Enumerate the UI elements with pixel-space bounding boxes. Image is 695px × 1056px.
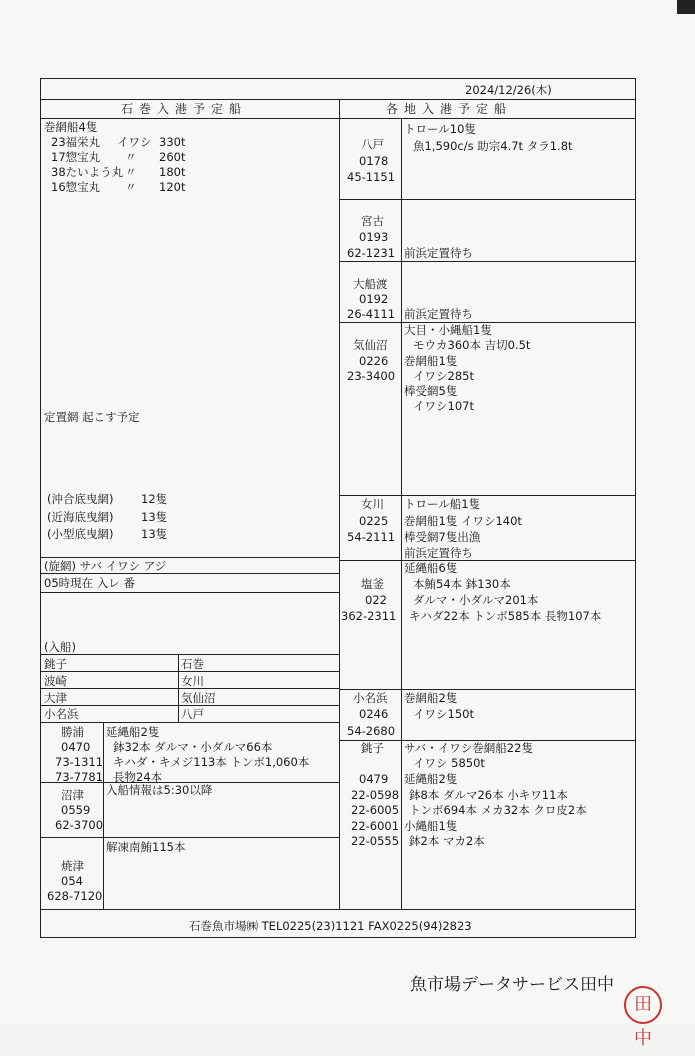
ship-name: 38たいよう丸: [51, 165, 124, 179]
trawl-label: (沖合底曳網): [47, 492, 114, 506]
port-name: 勝浦: [61, 725, 84, 739]
port-line: 本鮪54本 鉢130本: [413, 577, 511, 591]
teichi-note: 定置網 起こす予定: [44, 410, 140, 424]
fish-name: 〃: [125, 165, 137, 179]
port-code: 0178: [359, 154, 389, 168]
rule: [41, 654, 339, 655]
port-line: 小縄船1隻: [404, 819, 458, 833]
port-from: 銚子: [44, 657, 67, 671]
port-tel: 22-6001: [351, 819, 400, 833]
port-tel: 62-3700: [55, 818, 104, 832]
rule: [41, 671, 339, 672]
port-tel: 628-7120: [47, 889, 103, 903]
port-line: トロール10隻: [404, 122, 476, 136]
rule: [339, 495, 635, 496]
makiami-title: 巻網船4隻: [44, 120, 98, 134]
port-code: 054: [61, 874, 83, 888]
port-line: 巻網船1隻: [404, 354, 458, 368]
catch-qty: 120t: [159, 180, 186, 194]
rule: [41, 909, 635, 910]
rule: [339, 261, 635, 262]
nyusen-label: (入船): [44, 640, 76, 654]
rule: [339, 199, 635, 200]
bansou-row: 05時現在 入レ 番: [44, 576, 135, 590]
rule: [41, 688, 339, 689]
port-line: 鉢2本 マカ2本: [409, 834, 485, 848]
port-line: ダルマ・小ダルマ201本: [413, 593, 539, 607]
trawl-label: (小型底曳網): [47, 527, 114, 541]
port-tel: 23-3400: [347, 369, 396, 383]
port-line: 延縄船2隻: [106, 725, 160, 739]
rule: [41, 557, 339, 558]
port-code: 0226: [359, 354, 389, 368]
port-line: イワシ150t: [413, 707, 474, 721]
port-tel: 362-2311: [341, 609, 397, 623]
port-line: 前浜定置待ち: [404, 307, 473, 321]
personal-seal: 田中: [624, 986, 662, 1024]
port-to: 女川: [181, 674, 204, 688]
port-name: 銚子: [361, 741, 384, 755]
ship-name: 16惣宝丸: [51, 180, 101, 194]
port-name: 沼津: [61, 788, 84, 802]
port-name: 気仙沼: [353, 338, 388, 352]
trawl-label: (近海底曳網): [47, 510, 114, 524]
rule: [339, 689, 635, 690]
left-header: 石巻入港予定船: [121, 102, 248, 116]
port-line: 前浜定置待ち: [404, 246, 473, 260]
right-header: 各地入港予定船: [386, 102, 513, 116]
report-date: 2024/12/26(木): [465, 83, 552, 97]
grid-divider: [103, 722, 104, 909]
port-line: 大目・小縄船1隻: [404, 323, 492, 337]
port-from: 波崎: [44, 674, 67, 688]
port-name: 小名浜: [353, 691, 388, 705]
rule: [41, 722, 339, 723]
port-code: 022: [365, 593, 387, 607]
port-name: 宮古: [361, 214, 384, 228]
port-code: 0246: [359, 707, 389, 721]
port-name: 八戸: [361, 137, 384, 151]
port-line: イワシ107t: [413, 399, 474, 413]
port-line: 前浜定置待ち: [404, 546, 473, 560]
port-code: 0192: [359, 292, 389, 306]
port-line: 鉢32本 ダルマ・小ダルマ66本: [113, 740, 273, 754]
port-name: 焼津: [61, 859, 84, 873]
port-line: 延縄船6隻: [404, 561, 458, 575]
port-tel: 22-0598: [351, 788, 400, 802]
report-table: [40, 78, 636, 938]
port-to: 気仙沼: [181, 691, 216, 705]
port-tel: 62-1231: [347, 246, 396, 260]
senami-row: (旋網) サバ イワシ アジ: [44, 559, 167, 573]
catch-qty: 260t: [159, 150, 186, 164]
port-line: サバ・イワシ巻網船22隻: [404, 741, 533, 755]
catch-qty: 180t: [159, 165, 186, 179]
port-tel: 54-2680: [347, 724, 396, 738]
rule: [41, 837, 339, 838]
ship-name: 17惣宝丸: [51, 150, 101, 164]
port-line: 長物24本: [113, 770, 163, 784]
port-name: 塩釜: [361, 577, 384, 591]
port-line: トロール船1隻: [404, 497, 481, 511]
port-from: 大津: [44, 691, 67, 705]
port-line: 入船情報は5:30以降: [106, 783, 213, 797]
port-from: 小名浜: [44, 707, 79, 721]
port-to: 石巻: [181, 657, 204, 671]
fish-name: イワシ: [117, 135, 152, 149]
port-line: 巻網船2隻: [404, 691, 458, 705]
rule: [41, 705, 339, 706]
port-line: 棒受網7隻出漁: [404, 530, 481, 544]
port-line: 解凍南鮪115本: [106, 840, 186, 854]
port-tel: 22-0555: [351, 834, 400, 848]
dark-corner: [677, 0, 695, 14]
port-line: モウカ360本 吉切0.5t: [413, 338, 531, 352]
rule: [41, 573, 339, 574]
fish-name: 〃: [125, 180, 137, 194]
rule: [339, 560, 635, 561]
port-name: 大船渡: [353, 277, 388, 291]
port-line: キハダ・キメジ113本 トンボ1,060本: [113, 755, 310, 769]
port-code: 0479: [359, 772, 389, 786]
port-tel: 45-1151: [347, 170, 396, 184]
trawl-count: 13隻: [141, 527, 168, 541]
rule: [41, 592, 339, 593]
port-name: 女川: [361, 497, 384, 511]
port-code: 0470: [61, 740, 91, 754]
trawl-count: 13隻: [141, 510, 168, 524]
ship-name: 23福栄丸: [51, 135, 101, 149]
port-line: 魚1,590c/s 助宗4.7t タラ1.8t: [413, 139, 573, 153]
rule: [41, 118, 635, 119]
port-tel: 54-2111: [347, 530, 396, 544]
port-to: 八戸: [181, 707, 204, 721]
port-line: 巻網船1隻 イワシ140t: [404, 514, 522, 528]
port-code: 0225: [359, 514, 389, 528]
port-line: イワシ 5850t: [413, 756, 485, 770]
port-tel: 73-1311: [55, 755, 104, 769]
port-tel: 26-4111: [347, 307, 396, 321]
port-line: 鉢8本 ダルマ26本 小キワ11本: [409, 788, 568, 802]
rule: [41, 99, 635, 100]
port-tel: 22-6005: [351, 803, 400, 817]
center-divider: [339, 99, 340, 909]
catch-qty: 330t: [159, 135, 186, 149]
trawl-count: 12隻: [141, 492, 168, 506]
grid-divider: [401, 118, 402, 909]
signature-stamp: 魚市場データサービス田中: [410, 975, 614, 995]
fish-name: 〃: [125, 150, 137, 164]
port-tel: 73-7781: [55, 770, 104, 784]
port-code: 0193: [359, 230, 389, 244]
port-line: 延縄船2隻: [404, 772, 458, 786]
port-line: トンボ694本 メカ32本 クロ皮2本: [409, 803, 587, 817]
port-line: 棒受網5隻: [404, 384, 458, 398]
port-code: 0559: [61, 803, 91, 817]
port-line: キハダ22本 トンボ585本 長物107本: [409, 609, 602, 623]
footer-contact: 石巻魚市場㈱ TEL0225(23)1121 FAX0225(94)2823: [189, 919, 472, 933]
port-line: イワシ285t: [413, 369, 474, 383]
